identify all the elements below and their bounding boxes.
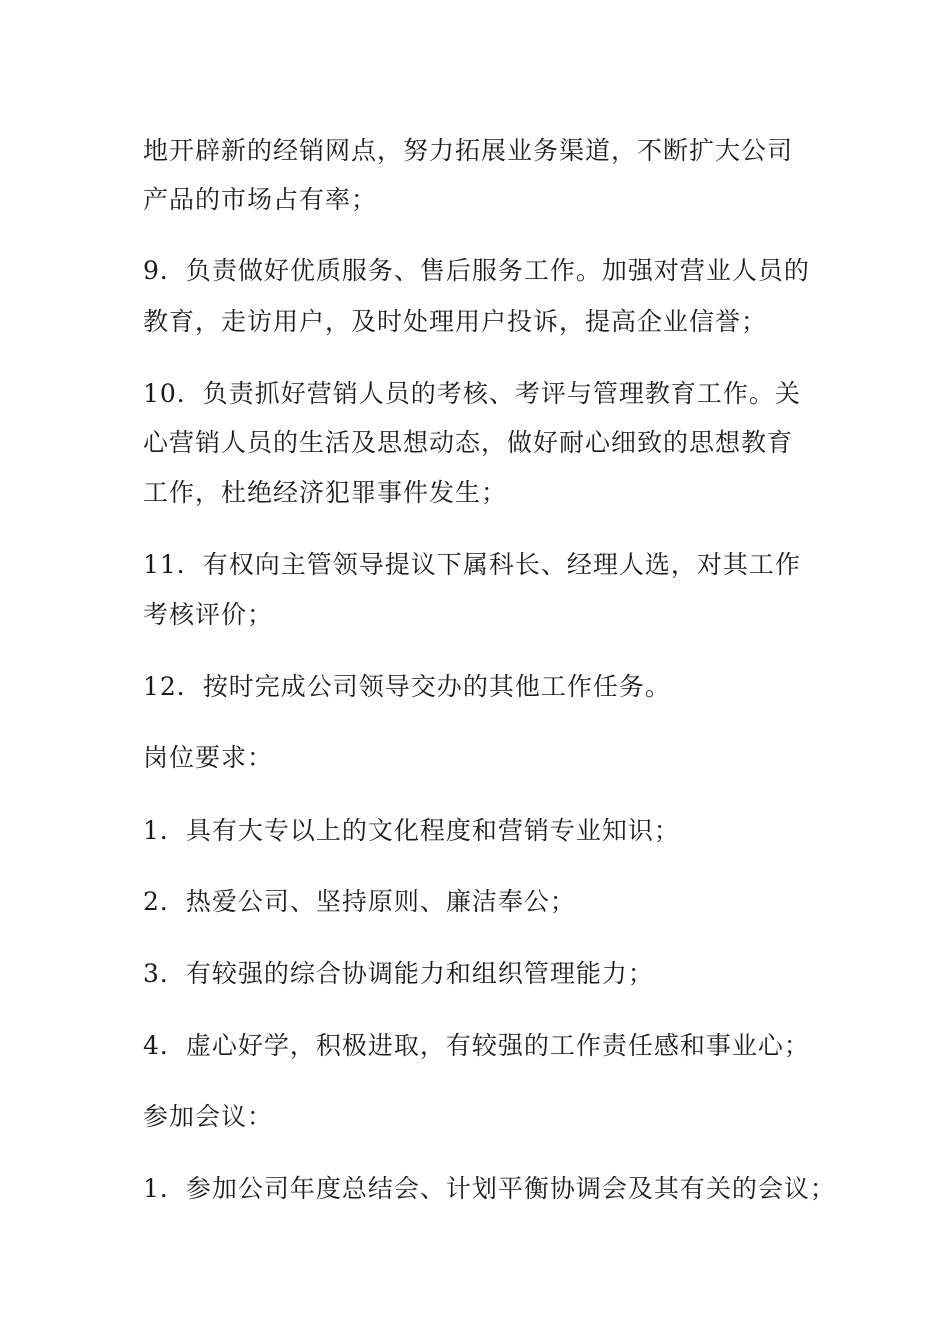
text-line: 2．热爱公司、坚持原则、廉洁奉公； (143, 887, 576, 916)
text-line: 11．有权向主管领导提议下属科长、经理人选，对其工作 (143, 550, 801, 579)
text-line: 产品的市场占有率； (143, 185, 378, 214)
section-heading: 参加会议： (143, 1102, 274, 1131)
text-line: 教育，走访用户，及时处理用户投诉，提高企业信誉； (143, 307, 768, 336)
text-line: 1．参加公司年度总结会、计划平衡协调会及其有关的会议； (143, 1174, 836, 1203)
text-line: 3．有较强的综合协调能力和组织管理能力； (143, 959, 654, 988)
text-line: 考核评价； (143, 600, 274, 629)
text-line: 10．负责抓好营销人员的考核、考评与管理教育工作。关 (143, 379, 801, 408)
text-line: 工作，杜绝经济犯罪事件发生； (143, 478, 508, 507)
text-line: 心营销人员的生活及思想动态，做好耐心细致的思想教育 (143, 428, 794, 457)
text-line: 4．虚心好学，积极进取，有较强的工作责任感和事业心； (143, 1031, 810, 1060)
text-line: 9．负责做好优质服务、售后服务工作。加强对营业人员的 (143, 256, 810, 285)
text-line: 1．具有大专以上的文化程度和营销专业知识； (143, 816, 680, 845)
text-line: 地开辟新的经销网点，努力拓展业务渠道，不断扩大公司 (143, 136, 794, 165)
section-heading: 岗位要求： (143, 743, 274, 772)
text-line: 12．按时完成公司领导交办的其他工作任务。 (143, 672, 671, 701)
